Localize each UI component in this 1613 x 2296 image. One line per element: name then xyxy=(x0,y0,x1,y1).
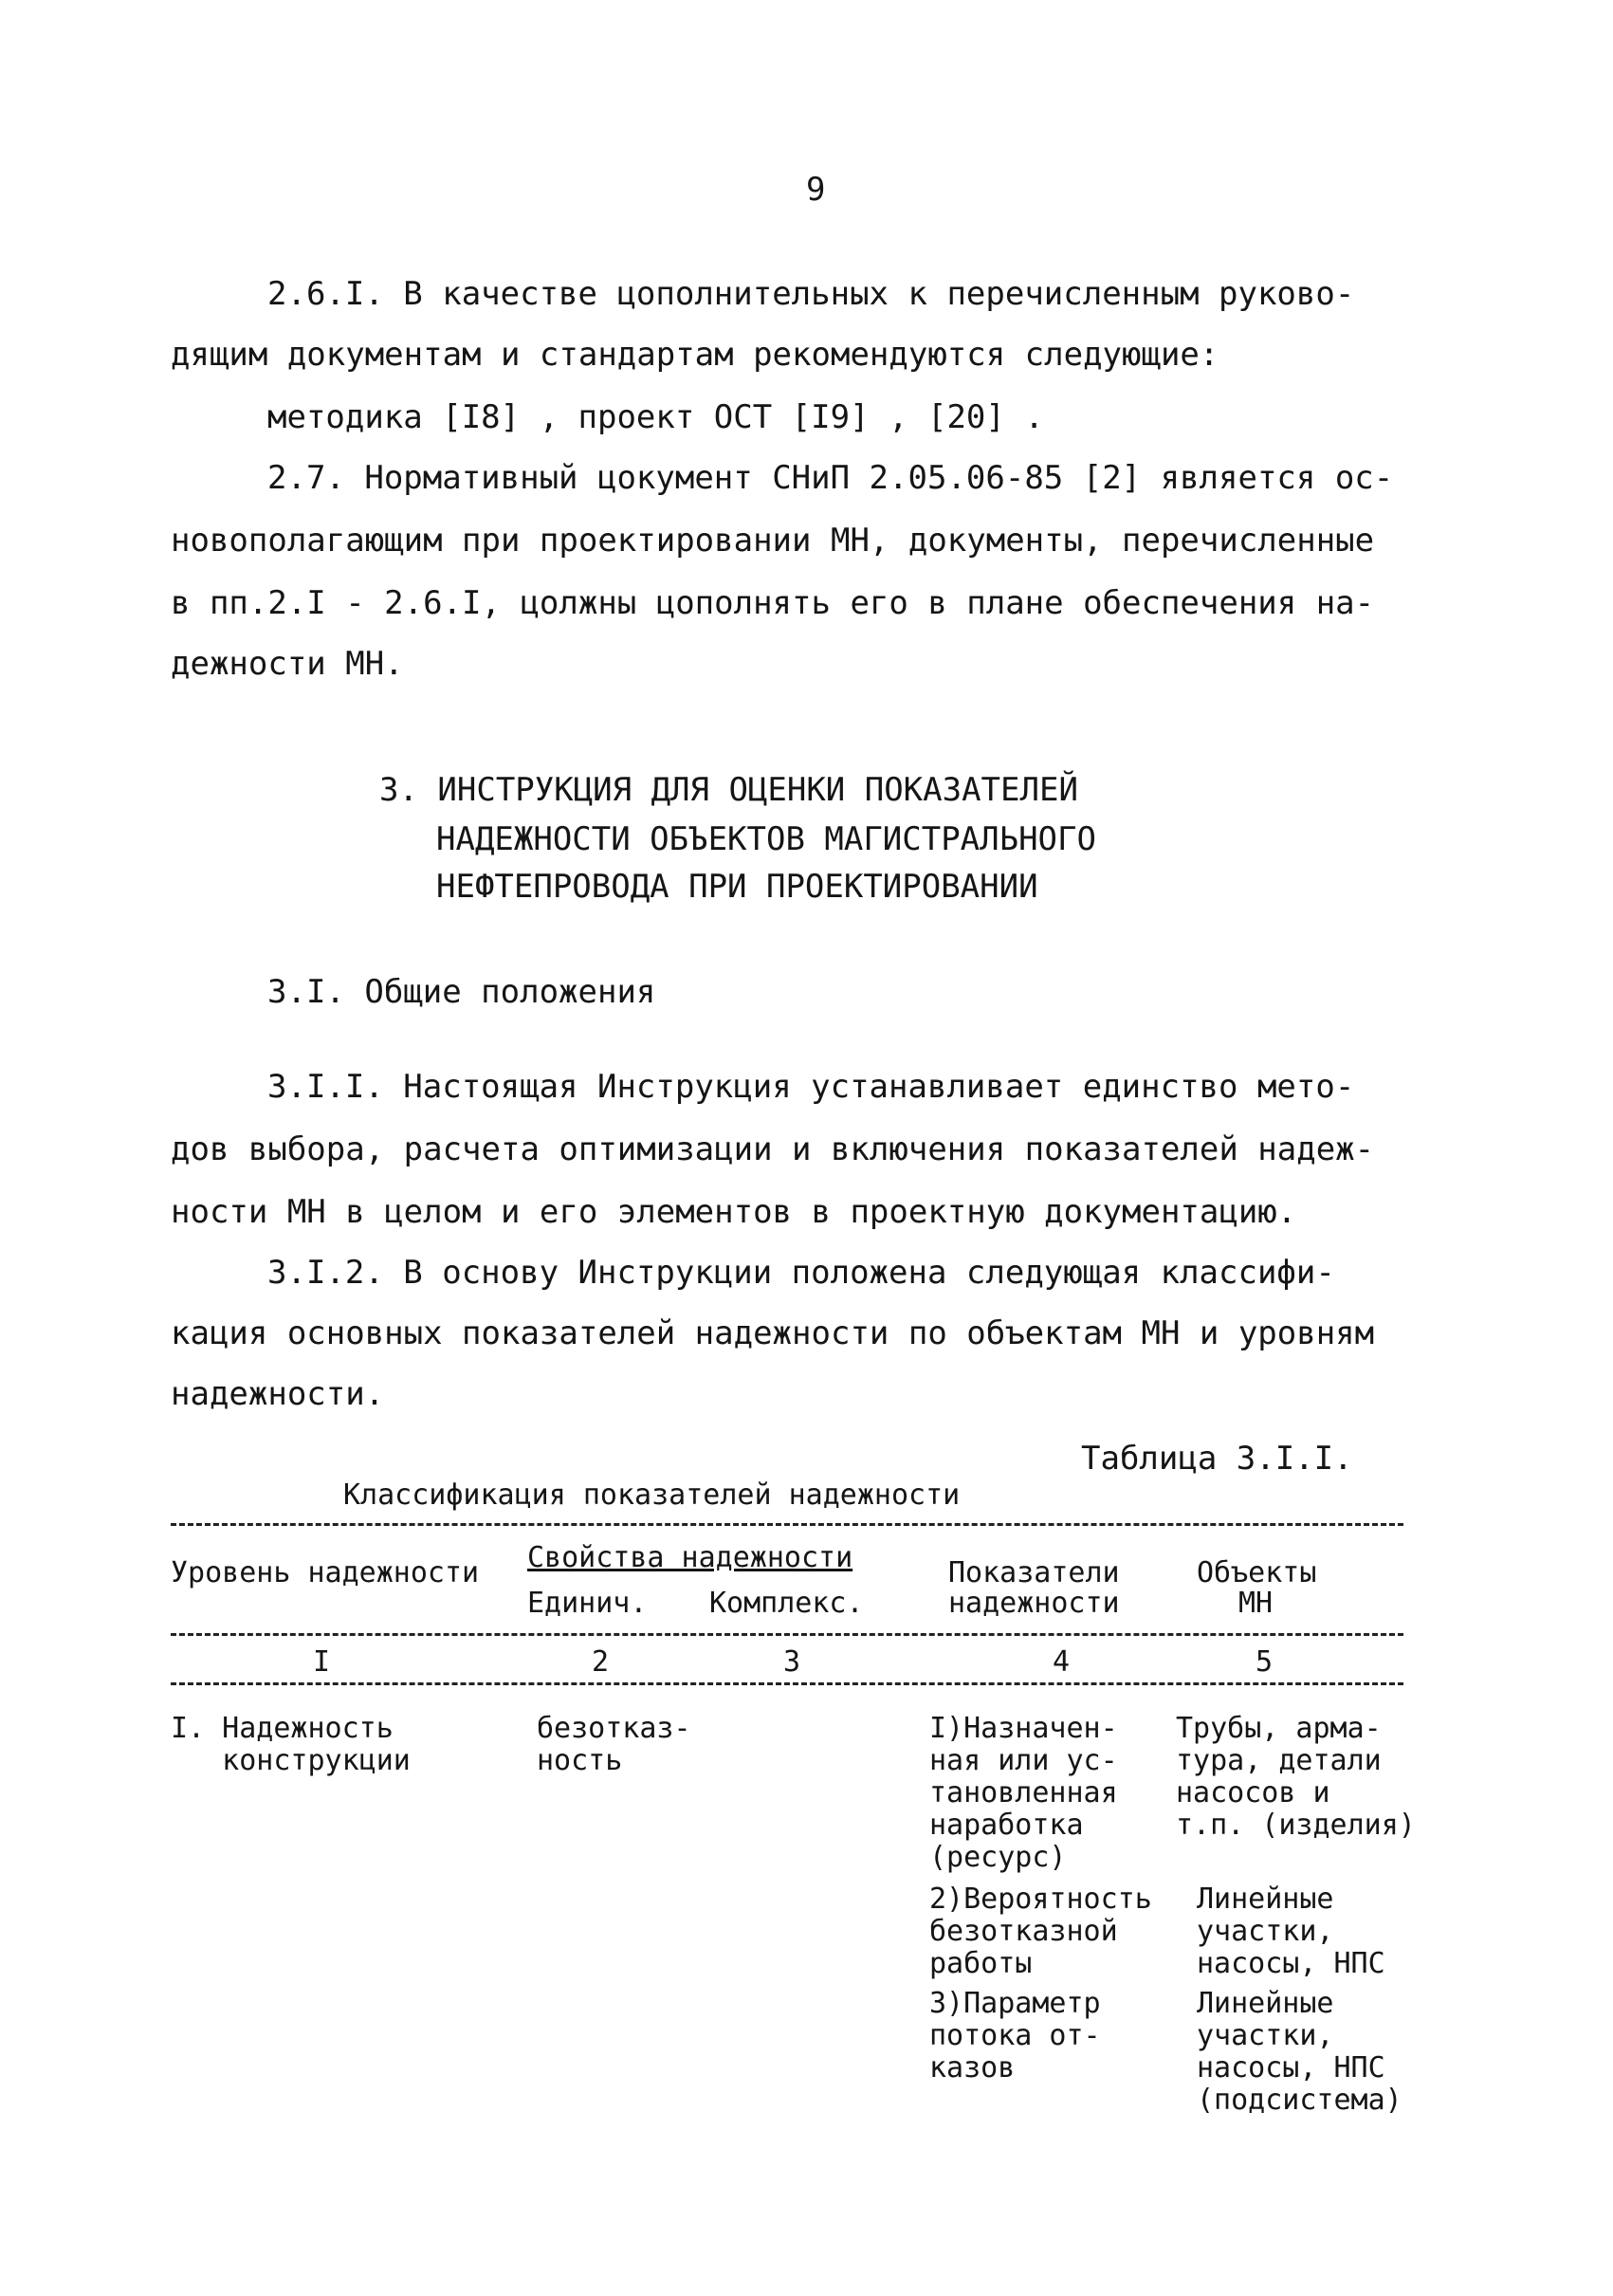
row-level: I. Надежность конструкции xyxy=(171,1712,411,1777)
header-indicators: Показатели xyxy=(948,1556,1120,1589)
paragraph-line: ности МН в целом и его элементов в проектную документацию. xyxy=(171,1193,1297,1231)
header-complex: Комплекс. xyxy=(709,1587,864,1620)
paragraph-line: дов выбора, расчета оптимизации и включения показателей надеж- xyxy=(171,1130,1375,1168)
header-level: Уровень надежности xyxy=(171,1556,480,1589)
object-cell: Линейные участки, насосы, НПС (подсистема) xyxy=(1197,1987,1402,2117)
table-rule xyxy=(171,1682,1403,1685)
header-single: Единич. xyxy=(527,1587,648,1620)
indicator-cell: I)Назначен- ная или ус- тановленная наработка (ресурс) xyxy=(929,1712,1118,1874)
paragraph-line: 2.6.I. В качестве цополнительных к перечисленным руково- xyxy=(267,275,1355,313)
paragraph-line: дежности МН. xyxy=(171,645,404,683)
column-number: 3 xyxy=(783,1645,801,1679)
table-rule xyxy=(171,1633,1403,1636)
column-number: 5 xyxy=(1256,1645,1274,1679)
paragraph-line: 3.I.2. В основу Инструкции положена следующая классифи- xyxy=(267,1254,1335,1292)
paragraph-line: методика [I8] , проект ОСТ [I9] , [20] . xyxy=(267,398,1044,436)
paragraph-line: кация основных показателей надежности по объектам МН и уровням xyxy=(171,1314,1375,1352)
heading-line: НАДЕЖНОСТИ ОБЪЕКТОВ МАГИСТРАЛЬНОГО xyxy=(436,820,1096,858)
page-number: 9 xyxy=(806,171,826,209)
table-label: Таблица 3.I.I. xyxy=(1081,1440,1353,1478)
heading-line: 3. ИНСТРУКЦИЯ ДЛЯ ОЦЕНКИ ПОКАЗАТЕЛЕЙ xyxy=(379,771,1078,809)
table-rule xyxy=(171,1523,1403,1526)
column-number: 2 xyxy=(592,1645,610,1679)
paragraph-line: надежности. xyxy=(171,1375,385,1413)
paragraph-line: в пп.2.I - 2.6.I, цолжны цополнять его в плане обеспечения на- xyxy=(171,584,1375,622)
column-number: I xyxy=(313,1645,331,1679)
object-cell: Линейные участки, насосы, НПС xyxy=(1197,1883,1385,1980)
paragraph-line: новополагающим при проектировании МН, документы, перечисленные xyxy=(171,522,1375,560)
header-properties: Свойства надежности xyxy=(527,1541,853,1574)
subsection-title: 3.I. Общие положения xyxy=(267,973,656,1011)
column-number: 4 xyxy=(1053,1645,1071,1679)
object-cell: Трубы, арма- тура, детали насосов и т.п. (изделия) xyxy=(1176,1712,1416,1842)
row-single: безотказ- ность xyxy=(537,1712,691,1777)
paragraph-line: 3.I.I. Настоящая Инструкция устанавливает единство мето- xyxy=(267,1068,1355,1106)
table-title: Классификация показателей надежности xyxy=(343,1479,961,1512)
header-objects: МН xyxy=(1238,1587,1274,1620)
indicator-cell: 2)Вероятность безотказной работы xyxy=(929,1883,1152,1980)
indicator-cell: 3)Параметр потока от- казов xyxy=(929,1987,1101,2085)
heading-line: НЕФТЕПРОВОДА ПРИ ПРОЕКТИРОВАНИИ xyxy=(436,868,1038,906)
paragraph-line: 2.7. Нормативный цокумент СНиП 2.05.06-85 [2] является ос- xyxy=(267,459,1394,497)
header-indicators: надежности xyxy=(948,1587,1120,1620)
header-objects: Объекты xyxy=(1197,1556,1317,1589)
paragraph-line: дящим документам и стандартам рекомендуются следующие: xyxy=(171,336,1219,374)
